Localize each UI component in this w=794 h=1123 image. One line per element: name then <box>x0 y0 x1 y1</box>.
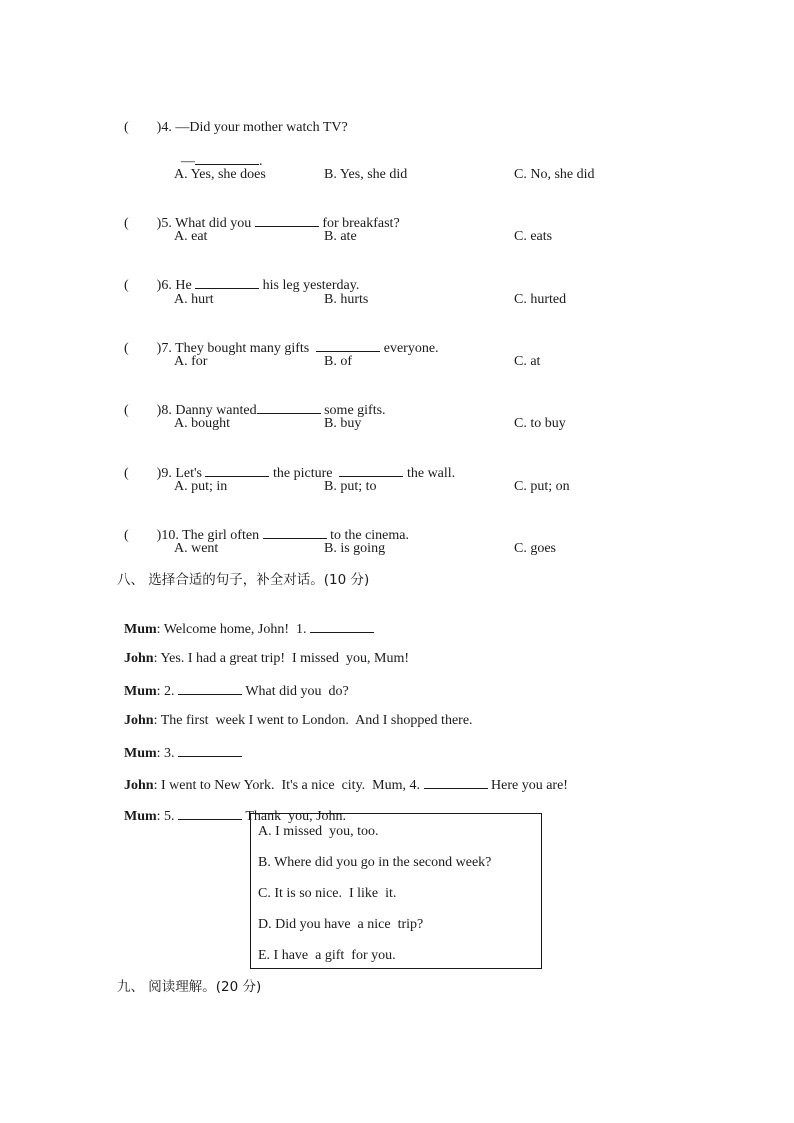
answer-blank[interactable] <box>310 620 374 633</box>
dialogue-line-5: Mum: 3. <box>117 728 242 762</box>
question-10: ( )10. The girl often to the cinema. <box>124 528 409 543</box>
speaker: John <box>124 651 154 666</box>
answer-blank[interactable] <box>205 464 269 477</box>
answer-blank[interactable] <box>178 744 242 757</box>
choice-b[interactable]: B. Where did you go in the second week? <box>258 855 492 870</box>
option-b[interactable]: B. buy <box>324 416 362 431</box>
speaker: Mum <box>124 684 157 699</box>
question-9: ( )9. Let's the picture the wall. <box>124 466 456 481</box>
speaker: Mum <box>124 809 157 824</box>
dialogue-line-7: Mum: 5. Thank you, John. <box>124 809 347 824</box>
option-a[interactable]: A. eat <box>174 229 208 244</box>
answer-paren-open[interactable]: ( <box>124 278 129 293</box>
answer-paren-open[interactable]: ( <box>124 466 129 481</box>
answer-paren-open[interactable]: ( <box>124 120 129 135</box>
option-b[interactable]: B. ate <box>324 229 357 244</box>
option-a[interactable]: A. bought <box>174 416 230 431</box>
speaker: Mum <box>124 622 157 637</box>
dialogue-line-4: John: The first week I went to London. And I shopped there. <box>124 713 473 728</box>
option-a[interactable]: A. went <box>174 541 219 556</box>
question-7: ( )7. They bought many gifts everyone. <box>124 341 439 356</box>
question-4-reply: — . <box>181 154 263 169</box>
option-b[interactable]: B. hurts <box>324 292 369 307</box>
option-a[interactable]: A. for <box>174 354 208 369</box>
option-a[interactable]: A. Yes, she does <box>174 167 266 182</box>
choice-c[interactable]: C. It is so nice. I like it. <box>258 886 397 901</box>
choice-a[interactable]: A. I missed you, too. <box>258 824 379 839</box>
option-c[interactable]: C. No, she did <box>514 167 595 182</box>
option-c[interactable]: C. at <box>514 354 541 369</box>
speaker: John <box>124 713 154 728</box>
answer-paren-open[interactable]: ( <box>124 528 129 543</box>
option-b[interactable]: B. put; to <box>324 479 377 494</box>
option-a[interactable]: A. hurt <box>174 292 214 307</box>
choice-d[interactable]: D. Did you have a nice trip? <box>258 917 424 932</box>
option-c[interactable]: C. put; on <box>514 479 570 494</box>
answer-blank[interactable] <box>316 339 380 352</box>
answer-blank[interactable] <box>195 152 259 165</box>
answer-blank[interactable] <box>178 682 242 695</box>
question-4: ( )4. —Did your mother watch TV? <box>124 120 348 135</box>
section-9-heading: 九、 阅读理解。(20 分) <box>117 979 262 995</box>
choices-box <box>250 813 542 969</box>
answer-paren-open[interactable]: ( <box>124 341 129 356</box>
option-c[interactable]: C. to buy <box>514 416 566 431</box>
speaker: John <box>124 778 154 793</box>
answer-blank[interactable] <box>255 214 319 227</box>
option-c[interactable]: C. hurted <box>514 292 567 307</box>
question-number: 4. <box>161 120 172 135</box>
question-8: ( )8. Danny wanted some gifts. <box>124 403 386 418</box>
answer-blank[interactable] <box>178 807 242 820</box>
dialogue-line-2: John: Yes. I had a great trip! I missed you, Mum! <box>124 651 410 666</box>
dialogue-line-3: Mum: 2. What did you do? <box>124 684 349 699</box>
option-a[interactable]: A. put; in <box>174 479 228 494</box>
question-5: ( )5. What did you for breakfast? <box>124 216 400 231</box>
option-c[interactable]: C. eats <box>514 229 553 244</box>
question-stem: —Did your mother watch TV? <box>175 120 348 135</box>
answer-paren-open[interactable]: ( <box>124 216 129 231</box>
dialogue-line-1: Mum: Welcome home, John! 1. <box>117 604 374 638</box>
option-b[interactable]: B. of <box>324 354 352 369</box>
section-8-heading: 八、 选择合适的句子，补全对话。(10 分) <box>117 572 370 588</box>
answer-blank[interactable] <box>263 526 327 539</box>
speaker: Mum <box>124 746 157 761</box>
answer-paren-open[interactable]: ( <box>124 403 129 418</box>
question-6: ( )6. He his leg yesterday. <box>124 278 360 293</box>
option-b[interactable]: B. is going <box>324 541 386 556</box>
option-b[interactable]: B. Yes, she did <box>324 167 408 182</box>
answer-blank[interactable] <box>195 276 259 289</box>
dialogue-line-6: John: I went to New York. It's a nice city. Mum, 4. Here you are! <box>124 778 568 793</box>
option-c[interactable]: C. goes <box>514 541 556 556</box>
choice-e[interactable]: E. I have a gift for you. <box>258 948 396 963</box>
answer-blank[interactable] <box>424 776 488 789</box>
answer-blank[interactable] <box>257 401 321 414</box>
answer-blank[interactable] <box>339 464 403 477</box>
